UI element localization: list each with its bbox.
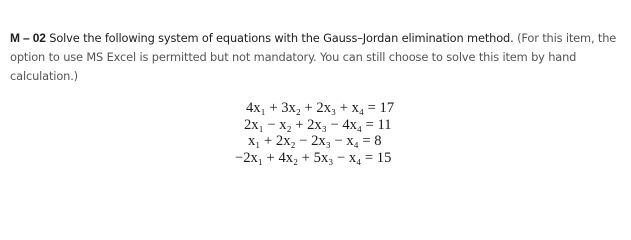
problem-statement [10,29,622,86]
equation-system [228,100,418,166]
problem-instruction: Solve the following system of equations with the Gauss–Jordan elimination method. [45,31,514,45]
equation-4: −2x₁ + 4x₂ + 5x₃ − x₄ = 15 [235,149,392,166]
problem-number: M – 02 [10,31,46,45]
equation-2: 2x₁ − x₂ + 2x₃ − 4x₄ = 11 [244,116,392,133]
equation-3: x₁ + 2x₂ − 2x₃ − x₄ = 8 [248,133,382,149]
problem-note: (For this item, the option to use MS Excel is permitted but not mandatory. You can still choose to solve this item by hand calculation.) [10,31,617,83]
equation-1: 4x₁ + 3x₂ + 2x₃ + x₄ = 17 [246,100,395,116]
